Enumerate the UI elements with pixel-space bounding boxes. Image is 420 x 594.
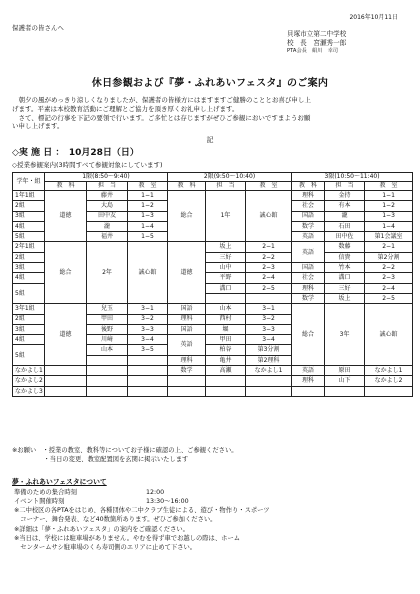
room-cell: 3−2 (128, 314, 168, 324)
teacher-cell: 亀井 (206, 355, 246, 365)
teacher-cell: 平野 (206, 273, 246, 283)
teacher-cell: 田中友 (87, 211, 128, 221)
schedule-note: ◇授業参観案内(3時間すべて参観対象にしています) (12, 161, 163, 169)
teacher-cell: 金持 (325, 191, 365, 201)
subject-cell (292, 386, 325, 396)
subject-cell: 総合 (45, 242, 87, 304)
festa-time-row (14, 497, 414, 506)
room-cell (128, 355, 168, 365)
teacher-header: 担 当 (325, 182, 365, 191)
subject-cell: 数学 (292, 293, 325, 303)
room-cell: 3−3 (128, 324, 168, 334)
room-cell: 2−5 (365, 293, 413, 303)
teacher-cell: 坂上 (325, 293, 365, 303)
festa-line: コーナー、舞台発表、など40数箇所あります。ぜひご参加ください。 (14, 516, 217, 524)
subject-cell: 道徳 (45, 304, 87, 366)
subject-cell (168, 376, 206, 386)
subject-cell: 英語 (292, 366, 325, 376)
teacher-cell: 原田 (325, 366, 365, 376)
room-cell: 2−4 (365, 283, 413, 293)
subject-cell: 英語 (292, 242, 325, 263)
teacher-cell: 高瀬 (206, 366, 246, 376)
room-cell (246, 293, 292, 303)
room-cell: 2−3 (365, 273, 413, 283)
teacher-cell: 瀧 (87, 221, 128, 231)
room-header: 教 室 (365, 182, 413, 191)
subject-cell (45, 376, 87, 386)
principal-name: 校 長 宮瀬秀一郎 (287, 38, 347, 47)
teacher-cell: 藤井 (87, 191, 128, 201)
teacher-cell (206, 376, 246, 386)
table-row (13, 191, 413, 201)
class-label: 5組 (13, 345, 45, 366)
school-name: 貝塚市立第二中学校 (287, 30, 347, 38)
grade-class-header: 学年・組 (13, 173, 45, 191)
room-cell: 1−2 (128, 201, 168, 211)
room-cell: 3−3 (246, 324, 292, 334)
teacher-cell (206, 386, 246, 396)
note-line: ※お願い ・授業の教室、教科等についてお子様に確認の上、ご参観ください。 (12, 447, 238, 454)
sub-header-row (13, 182, 413, 191)
class-label: なかよし1 (13, 366, 45, 376)
room-cell: 1−5 (128, 232, 168, 242)
room-cell: 1−3 (128, 211, 168, 221)
table-row (13, 376, 413, 386)
room-cell: 1−1 (365, 191, 413, 201)
subject-cell: 国語 (292, 211, 325, 221)
event-date: ◇実 施 日 ： 10月28日（日） (12, 148, 139, 158)
class-label: 1年1組 (13, 191, 45, 201)
room-cell: 第1会議室 (365, 232, 413, 242)
festa-line: ※二中校区の各PTAをはじめ、各種団体や二中クラブ生徒による、遊び・物作り・スポーツ (14, 507, 270, 515)
class-label: なかよし3 (13, 386, 45, 396)
room-cell: 3−2 (246, 314, 292, 324)
slot-1-header: 1限(8:50〜9:40) (45, 173, 168, 182)
festa-time-value: 13:30〜16:00 (146, 498, 189, 506)
teacher-cell: 山本 (206, 304, 246, 314)
subject-cell: 総合 (292, 304, 325, 366)
table-row (13, 386, 413, 396)
subject-cell: 理科 (168, 314, 206, 324)
teacher-cell: 山中 (206, 263, 246, 273)
body-line: さて、標記の行事を下記の要領で行います。ご多忙とは存じますがぜひご参観においですまようお願 (12, 113, 311, 122)
room-header: 教 室 (128, 182, 168, 191)
subject-cell: 国語 (292, 263, 325, 273)
class-label: 2組 (13, 201, 45, 211)
teacher-cell: 福井 (87, 232, 128, 242)
teacher-cell: 山本 (87, 345, 128, 355)
teacher-cell: 大島 (87, 201, 128, 211)
teacher-cell: 有本 (325, 201, 365, 211)
room-cell (365, 386, 413, 396)
room-cell: 2−2 (246, 252, 292, 262)
note-line: ・当日の変更、教室配置図を玄関に掲示いたします (12, 456, 189, 464)
festa-details (14, 488, 414, 552)
body-line: い申し上げます。 (12, 122, 64, 131)
room-header: 教 室 (246, 182, 292, 191)
subject-header: 教 科 (45, 182, 87, 191)
teacher-cell: 堀 (206, 324, 246, 334)
slot-header-row (13, 173, 413, 182)
room-cell: 2−2 (365, 263, 413, 273)
subject-cell (45, 386, 87, 396)
document-title: 休日参観および『夢・ふれあいフェスタ』のご案内 (91, 78, 329, 89)
room-cell: 3−4 (246, 335, 292, 345)
subject-cell: 国語 (168, 304, 206, 314)
teacher-cell: 後野 (87, 324, 128, 334)
subject-cell: 数学 (168, 366, 206, 376)
room-cell (128, 386, 168, 396)
subject-header: 教 科 (292, 182, 325, 191)
room-cell: 誠心館 (128, 242, 168, 304)
room-cell: 1−1 (128, 191, 168, 201)
room-cell: 2−4 (246, 273, 292, 283)
room-cell (246, 386, 292, 396)
greeting-body (12, 96, 414, 131)
subject-cell: 社会 (292, 273, 325, 283)
sender-block (287, 30, 417, 55)
room-cell: 3−5 (128, 345, 168, 355)
teacher-cell: 川﨑 (87, 335, 128, 345)
class-label: なかよし2 (13, 376, 45, 386)
teacher-cell (87, 366, 128, 376)
teacher-cell: 山下 (325, 376, 365, 386)
teacher-cell: 西村 (206, 314, 246, 324)
festa-time-value: 12:00 (146, 489, 165, 496)
class-label: 5組 (13, 283, 45, 304)
room-cell: 2−3 (246, 263, 292, 273)
room-cell: 3−1 (246, 304, 292, 314)
teacher-cell: 溝口 (325, 273, 365, 283)
teacher-cell: 田中佐 (325, 232, 365, 242)
subject-cell: 道徳 (45, 191, 87, 242)
room-cell: 3−4 (128, 335, 168, 345)
subject-cell: 理科 (168, 355, 206, 365)
ki-marker: 記 (206, 136, 214, 144)
festa-title: 夢・ふれあいフェスタについて (12, 478, 107, 486)
body-line: げます。平素は本校教育活動にご理解とご協力を頂き厚くお礼申し上げます。 (12, 104, 239, 113)
teacher-cell: 甲田 (87, 314, 128, 324)
room-cell: 1−3 (365, 211, 413, 221)
festa-line: ※当日は、学校には駐車場がありません。やむを得ず車でお越しの際は、ホーム (14, 534, 241, 542)
teacher-cell: 2年 (87, 242, 128, 304)
room-cell (128, 366, 168, 376)
teacher-cell: 坂上 (206, 242, 246, 252)
room-cell (246, 376, 292, 386)
class-label: 3年1組 (13, 304, 45, 314)
room-cell: 1−4 (128, 221, 168, 231)
subject-cell: 理科 (292, 283, 325, 293)
room-cell: 誠心館 (246, 191, 292, 242)
teacher-cell: 1年 (206, 191, 246, 242)
class-label: 2組 (13, 252, 45, 262)
room-cell: 2−1 (365, 242, 413, 252)
teacher-cell: 溝口 (206, 283, 246, 293)
room-cell: 第2理科 (246, 355, 292, 365)
subject-cell: 数学 (292, 221, 325, 231)
request-notes (12, 446, 414, 464)
teacher-cell (87, 386, 128, 396)
class-label: 5組 (13, 232, 45, 242)
teacher-cell: 3年 (325, 304, 365, 366)
room-cell: 3−1 (128, 304, 168, 314)
subject-cell: 理科 (292, 191, 325, 201)
class-label: 3組 (13, 263, 45, 273)
festa-time-label: イベント開催時刻 (14, 498, 65, 506)
room-cell: なかよし1 (365, 366, 413, 376)
teacher-cell (325, 386, 365, 396)
pta-president: PTA会長 絹川 幸司 (287, 47, 338, 54)
teacher-cell: 甲田 (206, 335, 246, 345)
teacher-cell (87, 376, 128, 386)
table-row (13, 242, 413, 252)
room-cell: 第2分割 (365, 252, 413, 262)
recipient-line: 保護者の皆さんへ (12, 24, 64, 32)
table-row (13, 366, 413, 376)
teacher-cell: 兒玉 (87, 304, 128, 314)
subject-cell: 理科 (292, 376, 325, 386)
teacher-cell: 石田 (325, 221, 365, 231)
document-date: 2016年10月11日 (349, 14, 398, 21)
table-row (13, 304, 413, 314)
room-cell: なかよし2 (365, 376, 413, 386)
class-label: 4組 (13, 335, 45, 345)
festa-line: ※詳細は「夢・ふれあいフェスタ」の案内をご確認ください。 (14, 525, 189, 533)
teacher-cell: 数藤 (325, 242, 365, 252)
subject-cell: 道徳 (168, 242, 206, 304)
festa-time-label: 準備のための集合時刻 (14, 489, 77, 496)
room-cell (128, 376, 168, 386)
class-label: 2年1組 (13, 242, 45, 252)
room-cell: 1−2 (365, 201, 413, 211)
teacher-header: 担 当 (206, 182, 246, 191)
class-label: 4組 (13, 221, 45, 231)
festa-line: センタームサシ駐車場のくら寿司側のエリアに止めて下さい。 (14, 543, 197, 551)
teacher-cell: 柏谷 (206, 345, 246, 355)
subject-cell: 総合 (168, 191, 206, 242)
teacher-header: 担 当 (87, 182, 128, 191)
body-line: 朝夕の風がめっきり涼しくなりましたが、保護者の皆様方にはますますご健勝のこととお喜び申し上 (12, 96, 311, 104)
teacher-cell: 瀧 (325, 211, 365, 221)
teacher-cell (87, 355, 128, 365)
teacher-cell: 竹本 (325, 263, 365, 273)
festa-time-row (14, 488, 414, 497)
room-cell: 誠心館 (365, 304, 413, 366)
room-cell: 第3分割 (246, 345, 292, 355)
class-label: 2組 (13, 314, 45, 324)
subject-cell (168, 386, 206, 396)
teacher-cell: 信貴 (325, 252, 365, 262)
room-cell: なかよし1 (246, 366, 292, 376)
class-label: 3組 (13, 324, 45, 334)
subject-header: 教 科 (168, 182, 206, 191)
subject-cell: 社会 (292, 201, 325, 211)
room-cell: 1−4 (365, 221, 413, 231)
class-label: 4組 (13, 273, 45, 283)
subject-cell: 英語 (168, 335, 206, 356)
teacher-cell: 三好 (206, 252, 246, 262)
room-cell: 2−5 (246, 283, 292, 293)
subject-cell: 英語 (292, 232, 325, 242)
teacher-cell: 三好 (325, 283, 365, 293)
visit-schedule-table (12, 172, 413, 397)
room-cell: 2−1 (246, 242, 292, 252)
slot-3-header: 3限(10:50〜11:40) (292, 173, 413, 182)
class-label: 3組 (13, 211, 45, 221)
slot-2-header: 2限(9:50〜10:40) (168, 173, 292, 182)
subject-cell (45, 366, 87, 376)
subject-cell: 国語 (168, 324, 206, 334)
teacher-cell (206, 293, 246, 303)
